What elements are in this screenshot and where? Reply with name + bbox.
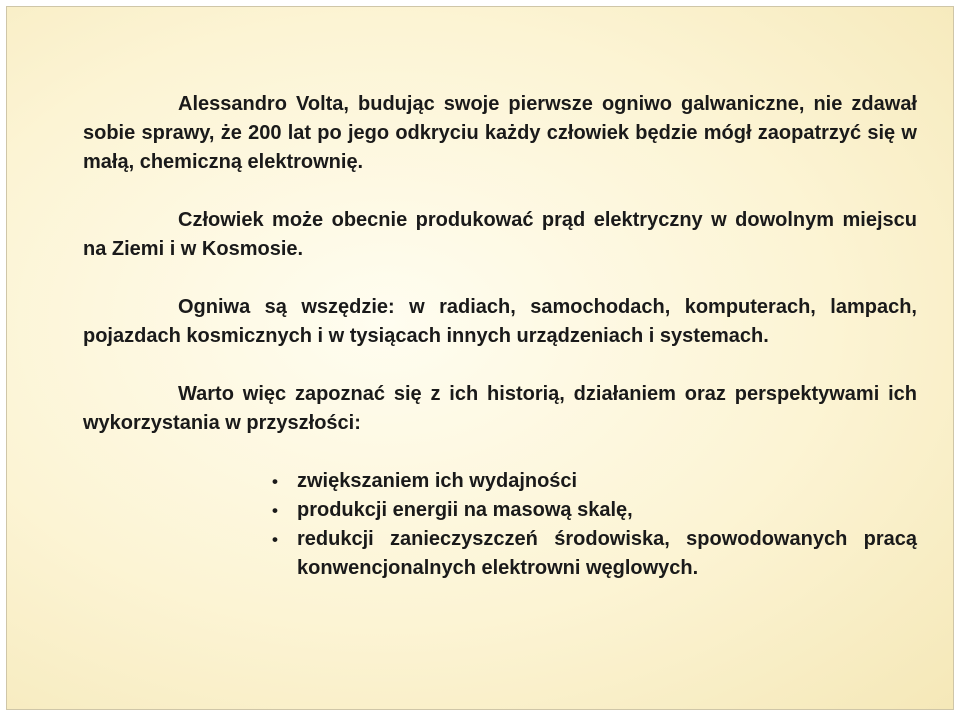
bullet-text: redukcji zanieczyszczeń środowiska, spowodowanych pracą konwencjonalnych elektrowni węglowych. xyxy=(297,528,917,579)
bullet-item-pollution xyxy=(272,525,917,583)
bullet-point-icon: • xyxy=(272,501,278,520)
paragraph-volta: Alessandro Volta, budując swoje pierwsze ogniwo galwaniczne, nie zdawał sobie sprawy, że 200 lat po jego odkryciu każdy człowiek będzie mógł zaopatrzyć się w małą, chemiczną elektrownię. xyxy=(83,93,917,173)
bullet-item-efficiency xyxy=(272,467,917,496)
bullet-item-mass-production xyxy=(272,496,917,525)
paragraph-electricity: Człowiek może obecnie produkować prąd elektryczny w dowolnym miejscu na Ziemi i w Kosmosie. xyxy=(83,209,917,260)
bullet-list xyxy=(77,467,917,583)
bullet-point-icon: • xyxy=(272,530,278,549)
bullet-text: zwiększaniem ich wydajności xyxy=(297,470,578,492)
bullet-point-icon: • xyxy=(272,472,278,491)
slide xyxy=(6,6,954,710)
bullet-text: produkcji energii na masową skalę, xyxy=(297,499,633,521)
slide-content xyxy=(83,90,917,583)
paragraph-cells-everywhere: Ogniwa są wszędzie: w radiach, samochodach, komputerach, lampach, pojazdach kosmicznych i w tysiącach innych urządzeniach i systemach. xyxy=(83,296,917,347)
paragraph-worth-knowing: Warto więc zapoznać się z ich historią, działaniem oraz perspektywami ich wykorzystania w przyszłości: xyxy=(83,383,917,434)
